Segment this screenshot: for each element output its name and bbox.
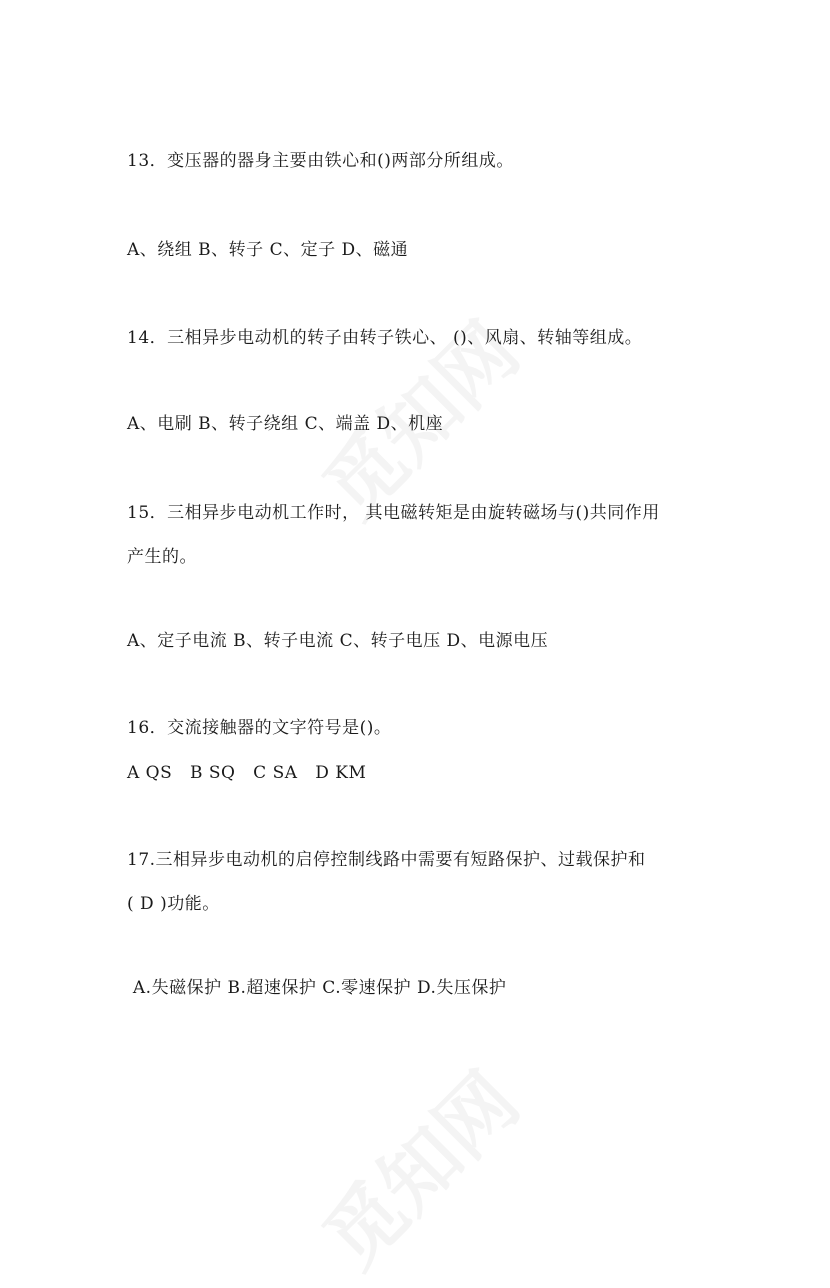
question-17-options: A.失磁保护 B.超速保护 C.零速保护 D.失压保护 <box>127 978 507 998</box>
question-16-stem: 16．交流接触器的文字符号是()。 <box>127 718 392 738</box>
question-17-stem-line-2: ( D )功能。 <box>127 894 220 914</box>
question-15-stem-line-2: 产生的。 <box>127 547 197 567</box>
question-13-stem: 13．变压器的器身主要由铁心和()两部分所组成。 <box>127 151 514 171</box>
question-15-stem-line-1: 15．三相异步电动机工作时， 其电磁转矩是由旋转磁场与()共同作用 <box>127 503 660 523</box>
question-13-options: A、绕组 B、转子 C、定子 D、磁通 <box>127 240 409 260</box>
question-16-options: A QS B SQ C SA D KM <box>127 763 367 783</box>
question-17-stem-line-1: 17.三相异步电动机的启停控制线路中需要有短路保护、过载保护和 <box>127 850 646 870</box>
question-14-stem: 14．三相异步电动机的转子由转子铁心、 ()、风扇、转轴等组成。 <box>127 328 643 348</box>
watermark-text <box>295 1044 540 1288</box>
question-15-options: A、定子电流 B、转子电流 C、转子电压 D、电源电压 <box>127 631 549 651</box>
question-14-options: A、电刷 B、转子绕组 C、端盖 D、机座 <box>127 414 444 434</box>
